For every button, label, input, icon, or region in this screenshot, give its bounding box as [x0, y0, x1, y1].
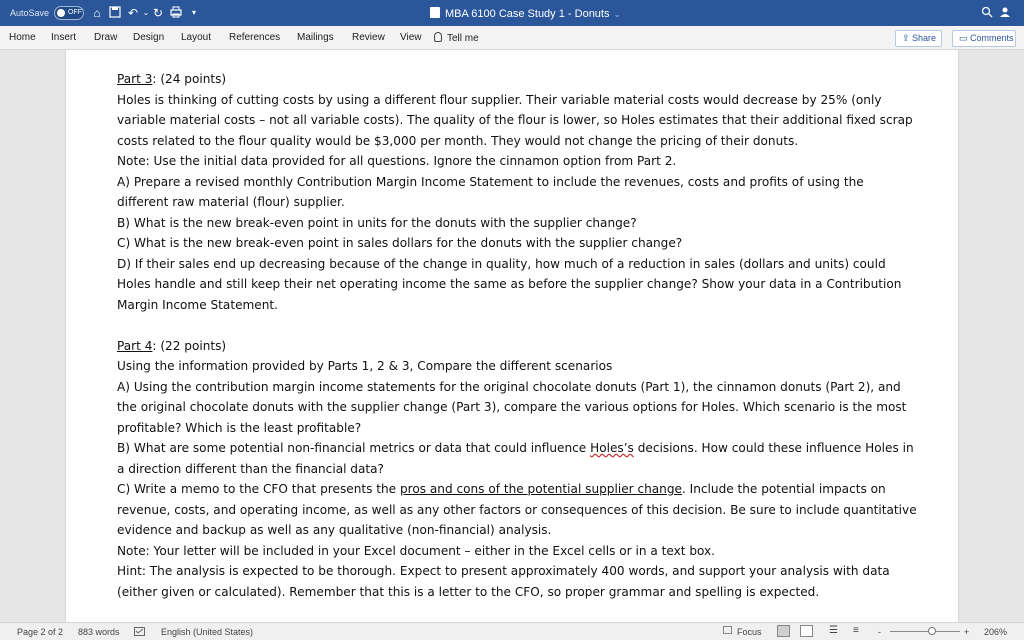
- part4-c-text-1: C) Write a memo to the CFO that presents the: [117, 482, 400, 496]
- zoom-level[interactable]: 206%: [984, 627, 1008, 637]
- comment-icon: ▭: [959, 33, 971, 43]
- autosave-toggle[interactable]: [54, 6, 84, 20]
- part4-question-a: A) Using the contribution margin income statements for the original chocolate donuts (Part 1), the cinnamon donuts (Part 2), and the original chocolate donuts with the supplier change (Part 3), compare the various options for Holes. Which scenario is the most profitable? Which is the least profitable?: [117, 379, 907, 435]
- document-body[interactable]: [117, 69, 917, 602]
- print-icon[interactable]: [169, 6, 183, 20]
- part4-heading-points: : (22 points): [152, 338, 227, 353]
- home-icon[interactable]: ⌂: [93, 6, 101, 20]
- document-title-text: MBA 6100 Case Study 1 - Donuts: [445, 8, 610, 20]
- part4-note: Note: Your letter will be included in your Excel document – either in the Excel cells or in a text box.: [117, 543, 716, 558]
- part3-question-a: A) Prepare a revised monthly Contribution Margin Income Statement to include the revenues, costs and profits of using the different raw material (flour) supplier.: [117, 174, 864, 209]
- share-label: Share: [912, 33, 937, 43]
- undo-icon[interactable]: ↶: [127, 6, 139, 20]
- tab-draw[interactable]: Draw: [94, 32, 118, 43]
- part3-question-d: D) If their sales end up decreasing because of the change in quality, how much of a reduction in sales (dollars and units) could Holes handle and still keep their net operating income the same as before the supplier change? Show your data in a Contribution Margin Income Statement.: [117, 256, 902, 312]
- comments-button[interactable]: [952, 30, 1016, 47]
- account-icon[interactable]: [998, 6, 1012, 20]
- comments-label: Comments: [970, 33, 1014, 43]
- document-canvas[interactable]: [0, 50, 1024, 622]
- zoom-in-button[interactable]: +: [964, 627, 970, 637]
- part4-c-text-2: . Include the potential impacts on revenue, costs, and operating income, as well as any other factors or consequences of this decision. Be sure to include quantitative evidence and backup as well as any qualitative (non-financial) analysis.: [117, 482, 917, 537]
- tell-me-search[interactable]: [434, 32, 479, 44]
- tab-home[interactable]: Home: [9, 32, 36, 43]
- zoom-out-button[interactable]: -: [878, 627, 881, 637]
- toggle-knob: [57, 9, 65, 17]
- tab-layout[interactable]: Layout: [181, 32, 212, 43]
- document-title: [430, 7, 621, 20]
- part3-heading: [117, 69, 917, 90]
- ribbon-tabs: [0, 26, 1024, 50]
- part4-b-text-1: B) What are some potential non-financial metrics or data that could influence: [117, 441, 591, 455]
- lightbulb-icon: [434, 32, 442, 42]
- spelling-error[interactable]: Holes’s: [590, 441, 634, 455]
- customize-toolbar-icon[interactable]: ▾: [191, 8, 196, 17]
- focus-button[interactable]: Focus: [737, 627, 762, 637]
- part4-heading-link: Part 4: [117, 338, 153, 353]
- part3-paragraph: Holes is thinking of cutting costs by using a different flour supplier. Their variable material costs would decrease by 25% (only variable material costs – not all variable costs). The quality of the flour is lower, so Holes estimates that their additional fixed scrap costs related to the flour quality would be $3,000 per month. They would not change the pricing of their donuts.: [117, 92, 913, 148]
- part4-heading: [117, 336, 917, 357]
- part4-question-c: [117, 479, 917, 541]
- focus-icon[interactable]: [723, 626, 732, 634]
- part4-hint: Hint: The analysis is expected to be thorough. Expect to present approximately 400 words, and support your analysis with data (either given or calculated). Remember that this is a letter to the CFO, so proper grammar and spelling is expected.: [117, 564, 890, 599]
- outline-view-icon[interactable]: ☰: [829, 625, 838, 636]
- search-icon[interactable]: [980, 6, 994, 20]
- tab-review[interactable]: Review: [352, 32, 385, 43]
- autosave-label: AutoSave: [10, 8, 50, 18]
- proofing-icon[interactable]: [134, 627, 145, 638]
- zoom-slider-track[interactable]: [890, 631, 960, 632]
- part4-question-b: [117, 438, 917, 479]
- title-chevron-icon[interactable]: ⌄: [613, 9, 622, 19]
- part3-heading-link: Part 3: [117, 72, 153, 86]
- tab-design[interactable]: Design: [133, 32, 165, 43]
- autosave-state: OFF: [68, 9, 82, 16]
- document-page[interactable]: [66, 50, 958, 622]
- share-icon: ⇪: [902, 33, 913, 43]
- word-count[interactable]: 883 words: [78, 627, 120, 637]
- status-bar: [0, 622, 1024, 640]
- share-button[interactable]: [895, 30, 942, 47]
- language-indicator[interactable]: English (United States): [161, 627, 254, 637]
- tab-mailings[interactable]: Mailings: [297, 32, 334, 43]
- part3-question-c: C) What is the new break-even point in sales dollars for the donuts with the supplier change?: [117, 236, 683, 250]
- zoom-slider-thumb[interactable]: [928, 627, 936, 635]
- print-layout-view-icon[interactable]: [777, 625, 790, 637]
- chevron-down-icon[interactable]: ⌄: [142, 8, 150, 17]
- part4-b-text-2: decisions. How could these influence Holes in a direction different than the financial data?: [117, 441, 914, 476]
- blank-line: [117, 315, 917, 336]
- page-count[interactable]: Page 2 of 2: [17, 627, 64, 637]
- part4-c-underlined: pros and cons of the potential supplier change: [399, 482, 682, 496]
- part3-heading-points: : (24 points): [152, 72, 227, 86]
- tab-view[interactable]: View: [400, 32, 422, 43]
- tell-me-label: Tell me: [447, 33, 479, 44]
- redo-icon[interactable]: ↻: [152, 6, 164, 20]
- draft-view-icon[interactable]: ≡: [853, 625, 859, 636]
- web-layout-view-icon[interactable]: [800, 625, 813, 637]
- title-bar: [0, 0, 1024, 26]
- tab-insert[interactable]: Insert: [51, 32, 77, 43]
- save-icon[interactable]: [108, 6, 122, 20]
- word-document-icon: [430, 7, 440, 18]
- tab-references[interactable]: References: [229, 32, 281, 43]
- part4-intro: Using the information provided by Parts 1, 2 & 3, Compare the different scenarios: [117, 359, 613, 373]
- part3-note: Note: Use the initial data provided for all questions. Ignore the cinnamon option from Part 2.: [117, 154, 677, 168]
- part3-question-b: B) What is the new break-even point in units for the donuts with the supplier change?: [117, 215, 637, 230]
